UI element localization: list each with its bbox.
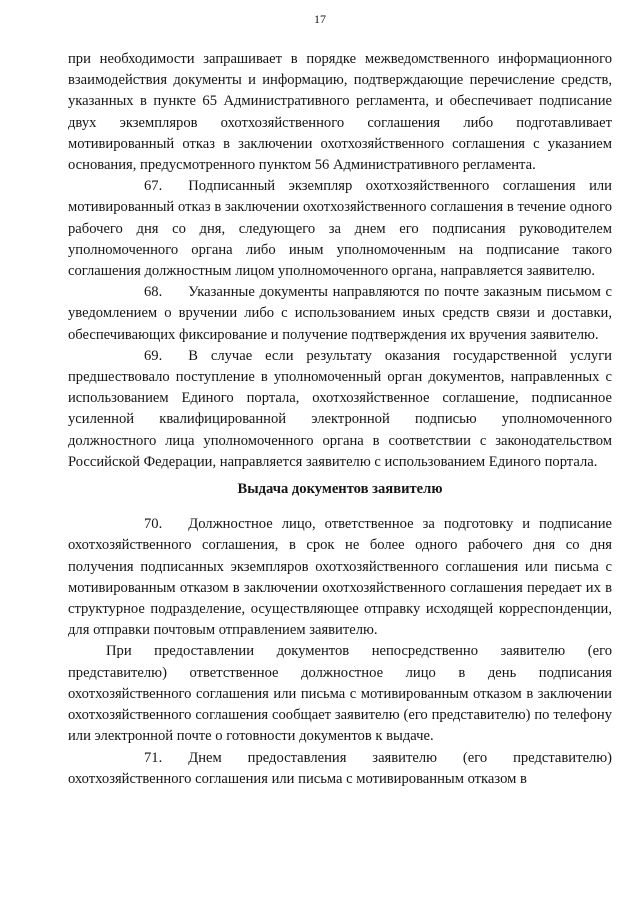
paragraph-69 bbox=[68, 346, 612, 473]
paragraph-text: В случае если результату оказания государственной услуги предшествовало поступление в уполномоченный орган документов, направленных с использованием Единого портала, охотхозяйственное соглашение, подписанное усиленной квалифицированной электронной подписью уполномоченного должностного лица уполномоченного органа в соответствии с законодательством Российской Федерации, направляется заявителю с использованием Единого портала. bbox=[68, 347, 612, 470]
paragraph-70 bbox=[68, 514, 612, 641]
item-number: 68. bbox=[144, 284, 163, 301]
paragraph-71 bbox=[68, 748, 612, 790]
paragraph-text: Указанные документы направляются по почте заказным письмом с уведомлением о вручении либо с использованием иных средств связи и доставки, обеспечивающих фиксирование и получение подтверждения их вручения заявителю. bbox=[68, 284, 612, 343]
document-body bbox=[68, 49, 612, 790]
item-number: 70. bbox=[144, 516, 163, 533]
paragraph-text: При предоставлении документов непосредственно заявителю (его представителю) ответственное должностное лицо в день подписания охотхозяйственного соглашения или письма с мотивированным отказом в заключении охотхозяйственного соглашения сообщает заявителю (его представителю) по телефону или электронной почте о готовности документов к выдаче. bbox=[68, 643, 612, 745]
paragraph-70-continued bbox=[68, 641, 612, 747]
item-number: 69. bbox=[144, 347, 163, 364]
paragraph-67 bbox=[68, 176, 612, 282]
section-heading: Выдача документов заявителю bbox=[237, 481, 443, 498]
item-number: 67. bbox=[144, 178, 163, 195]
paragraph-continuation: при необходимости запрашивает в порядке межведомственного информационного взаимодействия документы и информацию, подтверждающие перечисление средств, указанных в пункте 65 Административного регламента, и обеспечивает подписание двух экземпляров охотхозяйственного соглашения либо подготавливает мотивированный отказ в заключении охотхозяйственного соглашения с указанием основания, предусмотренного пунктом 56 Административного регламента. bbox=[68, 51, 612, 174]
paragraph-68 bbox=[68, 282, 612, 346]
paragraph-text: Днем предоставления заявителю (его представителю) охотхозяйственного соглашения или письма с мотивированным отказом в bbox=[68, 749, 612, 787]
paragraph-text: Подписанный экземпляр охотхозяйственного соглашения или мотивированный отказ в заключении охотхозяйственного соглашения в течение одного рабочего дня со дня, следующего за днем его подписания руководителем уполномоченного органа либо иным уполномоченным на подписание такого соглашения должностным лицом уполномоченного органа, направляется заявителю. bbox=[68, 178, 612, 280]
page-number: 17 bbox=[314, 12, 326, 26]
paragraph-text: Должностное лицо, ответственное за подготовку и подписание охотхозяйственного соглашения, в срок не более одного рабочего дня со дня получения подписанных экземпляров охотхозяйственного соглашения или письма с мотивированным отказом в заключении охотхозяйственного соглашения передает их в структурное подразделение, осуществляющее отправку исходящей корреспонденции, для отправки почтовым отправлением заявителю. bbox=[68, 516, 612, 639]
item-number: 71. bbox=[144, 749, 163, 766]
